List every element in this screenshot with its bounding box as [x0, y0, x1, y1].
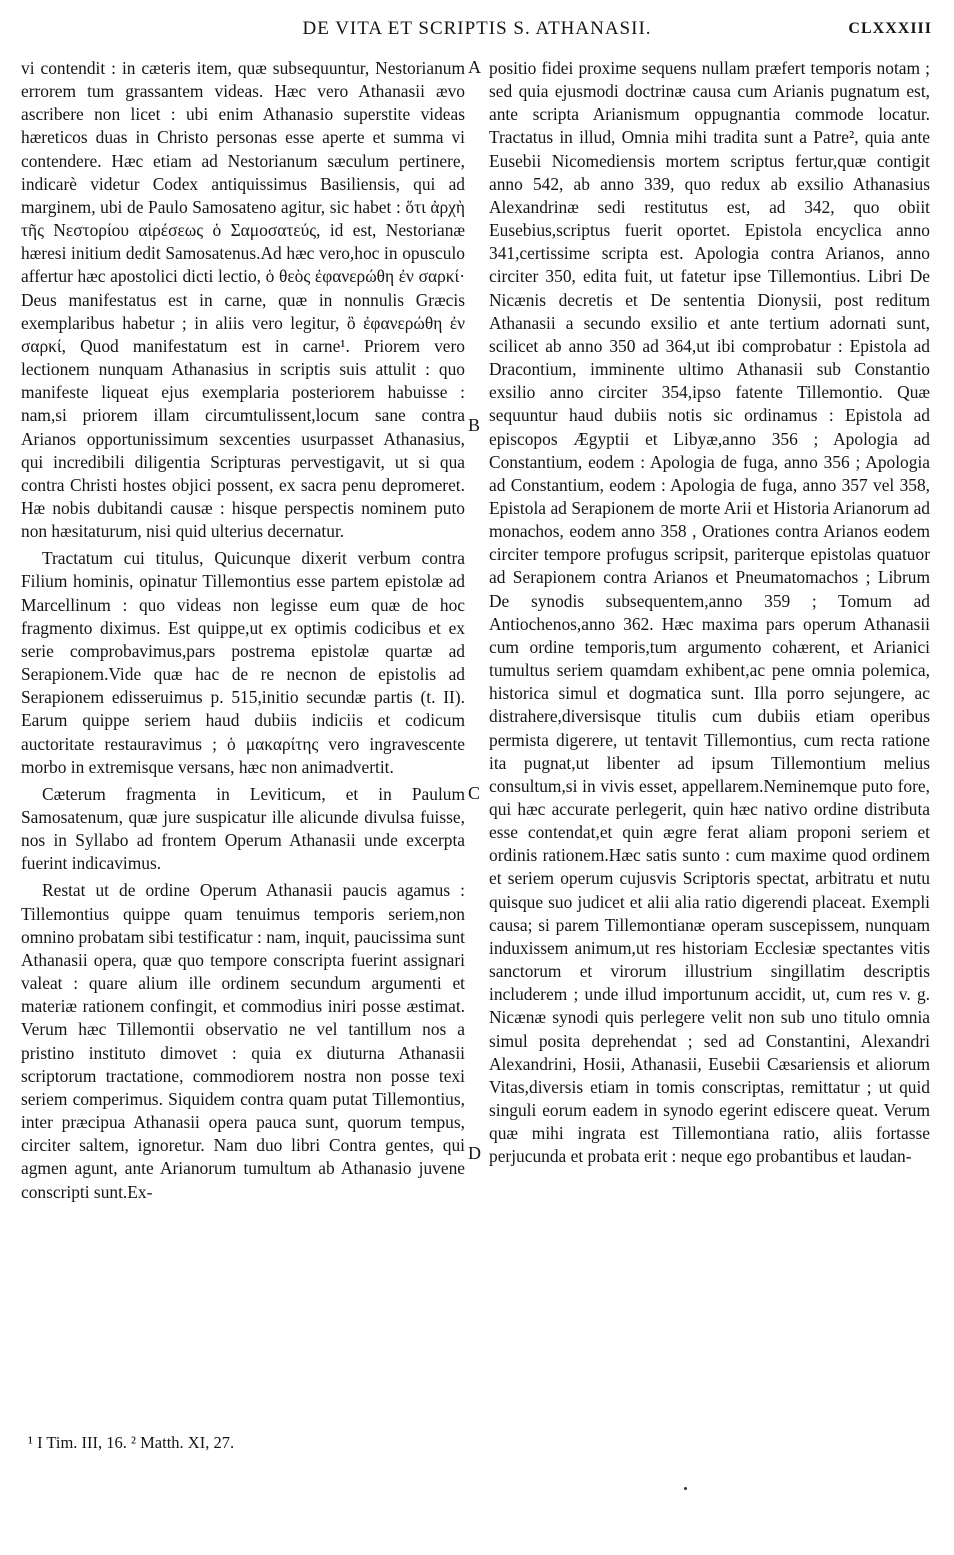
paragraph: Tractatum cui titulus, Quicunque dixerit verbum contra Filium hominis, opinatur Tillemontius esse partem epistolæ ad Marcellinum : quo videas non legisse eum quæ de hoc fragmento diximus. Est quippe,ut ex optimis codicibus et ex serie comprobavimus,pars postrema epistolæ quartæ ad Serapionem.Vide quæ hac de re necnon de epistolis ad Serapionem edisseruimus p. 515,initio secundæ partis (t. II). Earum quippe seriem haud dubiis indiciis et codicum auctoritate restauravimus ; ὁ μακαρίτης vero ingravescente morbo in extremisque versans, hæc non animadvertit.	[21, 548, 465, 777]
paragraph: Restat ut de ordine Operum Athanasii paucis agamus : Tillemontius quippe quam tenuimus temporis seriem,non omnino probatam sibi testificatur : nam, inquit, paucissima sunt Athanasii opera, quæ quo tempore conscripta fuerint assignari valeat : quare alium ille ordinem secundum argumenti et materiæ rationem confingit, et commodius iniri posse æstimat. Verum hæc Tillemontii observatio ne vel tantillum nos a pristino instituto dimovet : quia ex diuturna Athanasii scriptorum tractatione, commodiorem nostra non posse texi seriem comperimus. Siquidem contra quam putat Tillemontius, inter præcipua Athanasii opera pauca sunt, quorum tempus, circiter saltem, ignoretur. Nam duo libri Contra gentes, qui agmen agunt, ante Arianorum tumultum ab Athanasio juvene conscripti sunt.Ex-	[21, 880, 465, 1202]
ink-speck	[684, 1487, 687, 1490]
paragraph: vi contendit : in cæteris item, quæ subsequuntur, Nestorianum errorem tum grassantem videas. Hæc vero Athanasii ævo ascribere non licet : ubi enim Athanasio superstite videas hæreticos duas in Christo personas esse aperte et summa vi contendere. Hæc etiam ad Nestorianum sæculum pertinere, indicarè videtur Codex antiquissimus Basiliensis, qui ad marginem, ubi de Paulo Samosateno agitur, sic habet : ὅτι ἀρχὴ τῆς Νεστορίου αἱρέσεως ὁ Σαμοσατεύς, id est, Nestorianæ hæresi initium dedit Samosatenus.Ad hæc vero,hoc in opusculo affertur hæc apostolici dicti lectio, ὁ θεὸς ἐφανερώθη ἐν σαρκί· Deus manifestatus est in carne, quæ in nonnulis Græcis exemplaribus habetur ; in aliis vero legitur, ὃ ἐφανερώθη ἐν σαρκί, Quod manifestatum est in carne¹. Priorem vero lectionem nunquam Athanasius in scriptis suis attulit : quo manifeste liqueat ejus exemplaria posteriorem habuisse : nam,si priorem illam circumtulissent,locum sane contra Arianos opportunissimum sexcenties usurpasset Athanasius, qui incredibili diligentia Scripturas pervestigavit, ut si qua contra Christi hostes objici possent, ex sacra penu depromeret. Hæ nobis dubitandi causæ : hisque perspectis nominem puto non hæsitaturum, nisi quid ulterius decernatur.	[21, 58, 465, 542]
paragraph: positio fidei proxime sequens nullam præfert temporis notam ; sed quia ejusmodi doctrinæ causa cum Arianis pugnatum est, ante scripta Arianismum oppugnantia commode locatur. Tractatus in illud, Omnia mihi tradita sunt a Patre², quia ante Eusebii Nicomediensis mortem scriptus fertur,quæ contigit anno 542, ab anno 339, quo redux ab exsilio Athanasius Alexandrinæ sedi restitutus est, ad 342, quo obiit Eusebius,scriptus fuerit oportet. Epistola encyclica anno 341,certissime scripta est. Apologia contra Arianos, anno circiter 350, edita fuit, ut fatetur ipse Tillemontius. Libri De Nicænis decretis et De sententia Dionysii, post reditum Athanasii a secundo exsilio et ante tertium adornati sunt, scilicet ab anno 350 ad 364,ut ibi comprobatur : Epistola ad Dracontium, imminente ultimo Athanasii sub Constantio exsilio anno circiter 354,ipso fatente Tillemontio. Quæ sequuntur haud dubiis notis sic ordinamus : Epistola ad episcopos Ægyptii et Libyæ,anno 356 ; Apologia ad Constantium, eodem : Apologia de fuga, anno 356 ; Apologia ad Constantium, eodem : Apologia de fuga, anno 357 vel 358, Epistola ad Serapionem de morte Arii et Historia Arianorum ad monachos, eodem anno 358 , Orationes contra Arianos eodem circiter tempore profugus scripsit, pariterque epistolas quatuor ad Serapionem contra Arianos et Pneumatomachos ; Librum De synodis subsequentem,anno 359 ; Tomum ad Antiochenos,anno 362. Hæc maxima pars operum Athanasii cum ordine temporis,tum argumento cohærent, et Arianici tumultus seriem quamdam exhibent,ac pene omnia polemica, historica simul et dogmatica sunt. Illa porro sejungere, ac distrahere,diversisque titulis cum dubiis etiam operibus permista digerere, ut tentavit Tillemontius, cum recta ratione ita pugnat,ut libenter ad ipsum Tillemontium melius consultum,si in vivis esset, appellarem.Neminemque puto fore, qui hæc accurate perlegerit, quin hæc nativo ordine distributa esse contendat,et quin ægre ferat aliam proponi seriem et ordinis rationem.Hæc satis sunto : cum maxime quod ordinem et seriem operum cujusvis Scriptoris spectat, arbitratu et nutu quisque suo judicet et alii alia ratio digerendi placeat. Exempli causa; si parem Tillemontianæ operam suscepissem, nunquam induxissem animum,ut res historiam Ecclesiæ spectantes vitis sanctorum et virorum illustrium singillatim descriptis includerem ; unde illud importunum accidit, ut, cum res v. g. Nicænæ synodi quis perlegere velit non sub uno titulo omnia simul posita deprehendat ; sed ad Constantini, Alexandri Alexandrini, Hosii, Athanasii, Eusebii Cæsariensis et aliorum Vitas,diversis etiam in tomis conscriptas, remittatur ; ut quid singuli eorum eadem in synodo egerint ediscere queat. Verum quæ mihi ingrata est Tillemontiana ratio, aliis fortasse perjucunda et probata erit : neque ego probantibus et laudan-	[489, 58, 930, 1167]
margin-marker-a: A	[468, 57, 481, 77]
right-column	[489, 57, 930, 1169]
paragraph: Cæterum fragmenta in Leviticum, et in Paulum Samosatenum, quæ jure suspicatur ille alicunde divulsa fuisse, nos in Syllabo ad frontem Operum Athanasii unde excerpta fuerint indicavimus.	[21, 783, 465, 874]
margin-marker-b: B	[468, 415, 481, 435]
page-number: CLXXXIII	[848, 20, 932, 37]
margin-marker-c: C	[468, 783, 481, 803]
running-title: DE VITA ET SCRIPTIS S. ATHANASII.	[302, 18, 652, 39]
footnotes: ¹ I Tim. III, 16. ² Matth. XI, 27.	[28, 1433, 235, 1452]
page-header	[0, 18, 954, 44]
left-column	[21, 57, 465, 1204]
margin-marker-d: D	[468, 1143, 481, 1163]
